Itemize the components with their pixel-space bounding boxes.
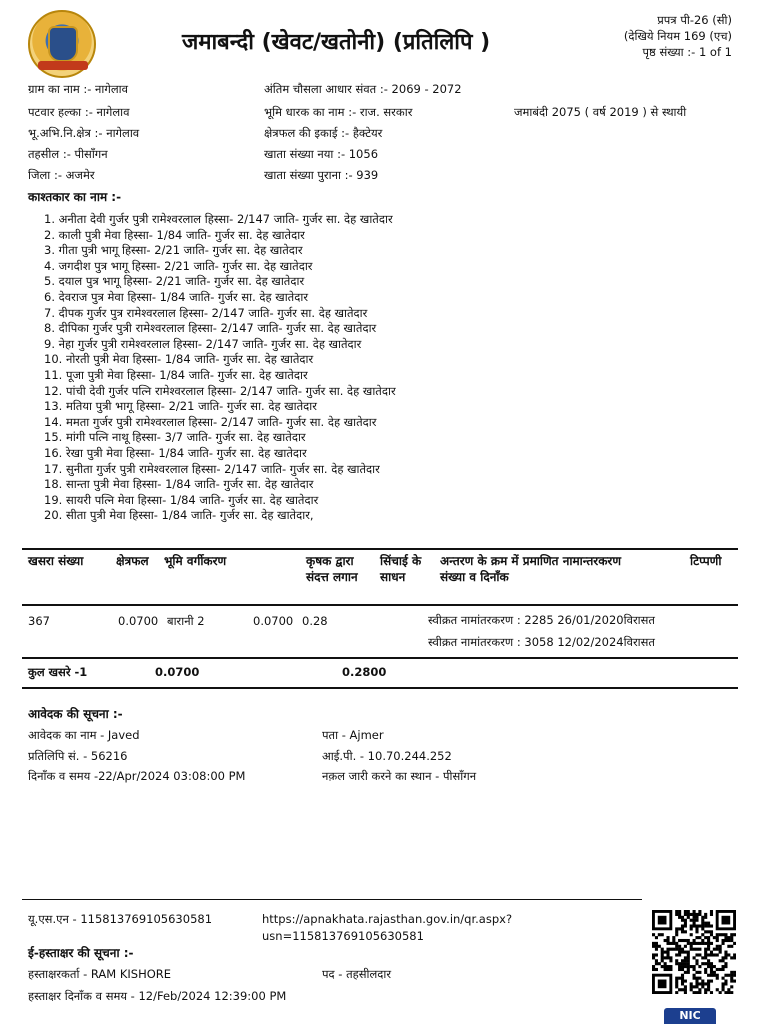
signer-name: हस्ताक्षरकर्ता - RAM KISHORE (28, 967, 172, 981)
ip-address: आई.पी. - 10.70.244.252 (322, 749, 452, 763)
header-rent: कृषक द्वारा संदत्त लगान (306, 554, 358, 584)
issue-place: नक़ल जारी करने का स्थान - पीसाँगन (322, 769, 477, 783)
khata-old: खाता संख्या पुराना :- 939 (264, 168, 379, 182)
table-total-rule (22, 657, 738, 659)
header-area: क्षेत्रफल (116, 554, 149, 568)
cultivator-entry: 15. मांगी पत्नि नाथू हिस्सा- 3/7 जाति- गुर्जर सा. देह खातेदार (44, 430, 306, 445)
cultivator-entry: 13. मतिया पुत्री भागू हिस्सा- 2/21 जाति- गुर्जर सा. देह खातेदार (44, 399, 317, 414)
verification-url-line1: https://apnakhata.rajasthan.gov.in/qr.aspx? (262, 912, 513, 926)
cell-rent: 0.28 (302, 614, 328, 628)
footer-rule (22, 899, 642, 900)
table-top-rule (22, 548, 738, 550)
cultivator-entry: 2. काली पुत्री मेवा हिस्सा- 1/84 जाति- गुर्जर सा. देह खातेदार (44, 227, 305, 242)
village-name: ग्राम का नाम :- नागेलाव (28, 82, 129, 96)
applicant-name: आवेदक का नाम - Javed (28, 728, 140, 742)
header-irrigation: सिंचाई के साधन (380, 554, 422, 584)
sign-datetime: हस्ताक्षर दिनाँक व समय - 12/Feb/2024 12:39:00 PM (28, 989, 287, 1003)
table-header-rule (22, 604, 738, 606)
total-label: कुल खसरे -1 (28, 665, 88, 679)
header-remarks: टिप्पणी (690, 554, 722, 568)
land-holder: भूमि धारक का नाम :- राज. सरकार (264, 105, 413, 119)
cultivator-entry: 20. सीता पुत्री मेवा हिस्सा- 1/84 जाति- गुर्जर सा. देह खातेदार, (44, 508, 314, 523)
cultivator-entry: 19. सायरी पत्नि मेवा हिस्सा- 1/84 जाति- गुर्जर सा. देह खातेदार (44, 492, 319, 507)
rajasthan-emblem-icon (28, 10, 96, 78)
applicant-heading: आवेदक की सूचना :- (28, 707, 123, 721)
table-bottom-rule (22, 687, 738, 689)
header-mutation: अन्तरण के क्रम में प्रमाणित नामान्तरकरण संख्या व दिनाँक (440, 554, 621, 584)
patwar-halka: पटवार हल्का :- नागेलाव (28, 105, 130, 119)
jamabandi-year: जमाबंदी 2075 ( वर्ष 2019 ) से स्थायी (514, 105, 687, 119)
cultivator-entry: 11. पूजा पुत्री मेवा हिस्सा- 1/84 जाति- गुर्जर सा. देह खातेदार (44, 367, 308, 382)
cultivator-entry: 9. नेहा गुर्जर पुत्री रामेश्वरलाल हिस्सा- 2/147 जाति- गुर्जर सा. देह खातेदार (44, 336, 362, 351)
cell-class-area: 0.0700 (253, 614, 294, 628)
cell-mutation-1: स्वीक्रत नामांतरकरण : 2285 26/01/2020विरासत (428, 613, 655, 627)
header-classification: भूमि वर्गीकरण (164, 554, 227, 568)
cultivator-entry: 7. दीपक गुर्जर पुत्र रामेश्वरलाल हिस्सा- 2/147 जाति- गुर्जर सा. देह खातेदार (44, 305, 368, 320)
document-title: जमाबन्दी (खेवट/खतोनी) (प्रतिलिपि ) (182, 30, 491, 55)
signer-designation: पद - तहसीलदार (322, 967, 392, 981)
form-number: प्रपत्र पी-26 (सी) (657, 13, 732, 27)
form-rule: (देखिये नियम 169 (एच) (623, 29, 732, 43)
cultivator-entry: 8. दीपिका गुर्जर पुत्री रामेश्वरलाल हिस्सा- 2/147 जाति- गुर्जर सा. देह खातेदार (44, 321, 377, 336)
copy-number: प्रतिलिपि सं. - 56216 (28, 749, 128, 763)
total-area: 0.0700 (155, 665, 200, 679)
samvat: अंतिम चौसला आधार संवत :- 2069 - 2072 (264, 82, 462, 96)
cultivator-entry: 10. नोरती पुत्री मेवा हिस्सा- 1/84 जाति- गुर्जर सा. देह खातेदार (44, 352, 314, 367)
cell-mutation-2: स्वीक्रत नामांतरकरण : 3058 12/02/2024विरासत (428, 635, 655, 649)
form-reference (572, 12, 732, 60)
khata-new: खाता संख्या नया :- 1056 (264, 147, 379, 161)
esign-heading: ई-हस्ताक्षर की सूचना :- (28, 946, 134, 960)
land-record-area: भू.अभि.नि.क्षेत्र :- नागेलाव (28, 126, 140, 140)
header-khasra: खसरा संख्या (28, 554, 84, 568)
cultivator-entry: 14. ममता गुर्जर पुत्री रामेश्वरलाल हिस्सा- 2/147 जाति- गुर्जर सा. देह खातेदार (44, 414, 377, 429)
applicant-address: पता - Ajmer (322, 728, 384, 742)
cultivator-entry: 5. दयाल पुत्र भागू हिस्सा- 2/21 जाति- गुर्जर सा. देह खातेदार (44, 274, 305, 289)
applied-datetime: दिनाँक व समय -22/Apr/2024 03:08:00 PM (28, 769, 246, 783)
cultivators-heading: काश्तकार का नाम :- (28, 190, 122, 204)
area-unit: क्षेत्रफल की इकाई :- हैक्टेयर (264, 126, 383, 140)
cultivator-entry: 6. देवराज पुत्र मेवा हिस्सा- 1/84 जाति- गुर्जर सा. देह खातेदार (44, 289, 309, 304)
cultivator-entry: 12. पांची देवी गुर्जर पत्नि रामेश्वरलाल हिस्सा- 2/147 जाति- गुर्जर सा. देह खातेदार (44, 383, 396, 398)
tehsil: तहसील :- पीसाँगन (28, 147, 108, 161)
cell-khasra: 367 (28, 614, 50, 628)
cultivator-entry: 4. जगदीश पुत्र भागू हिस्सा- 2/21 जाति- गुर्जर सा. देह खातेदार (44, 258, 313, 273)
cultivators-list (44, 212, 524, 524)
cultivator-entry: 17. सुनीता गुर्जर पुत्री रामेश्वरलाल हिस्सा- 2/147 जाति- गुर्जर सा. देह खातेदार (44, 461, 380, 476)
qr-code-icon (652, 910, 736, 994)
nic-logo: NIC (664, 1008, 716, 1024)
cultivator-entry: 16. रेखा पुत्री मेवा हिस्सा- 1/84 जाति- गुर्जर सा. देह खातेदार (44, 445, 307, 460)
verification-url-line2: usn=115813769105630581 (262, 929, 424, 943)
cell-class-name: बारानी 2 (167, 614, 205, 628)
cultivator-entry: 1. अनीता देवी गुर्जर पुत्री रामेश्वरलाल हिस्सा- 2/147 जाति- गुर्जर सा. देह खातेदार (44, 212, 393, 226)
page-number: पृष्ठ संख्या :- 1 of 1 (642, 45, 732, 59)
cultivator-entry: 3. गीता पुत्री भागू हिस्सा- 2/21 जाति- गुर्जर सा. देह खातेदार (44, 243, 303, 258)
usn-number: यू.एस.एन - 115813769105630581 (28, 912, 213, 926)
total-rent: 0.2800 (342, 665, 387, 679)
cell-area: 0.0700 (118, 614, 159, 628)
district: जिला :- अजमेर (28, 168, 95, 182)
cultivator-entry: 18. सान्ता पुत्री मेवा हिस्सा- 1/84 जाति- गुर्जर सा. देह खातेदार (44, 477, 314, 492)
